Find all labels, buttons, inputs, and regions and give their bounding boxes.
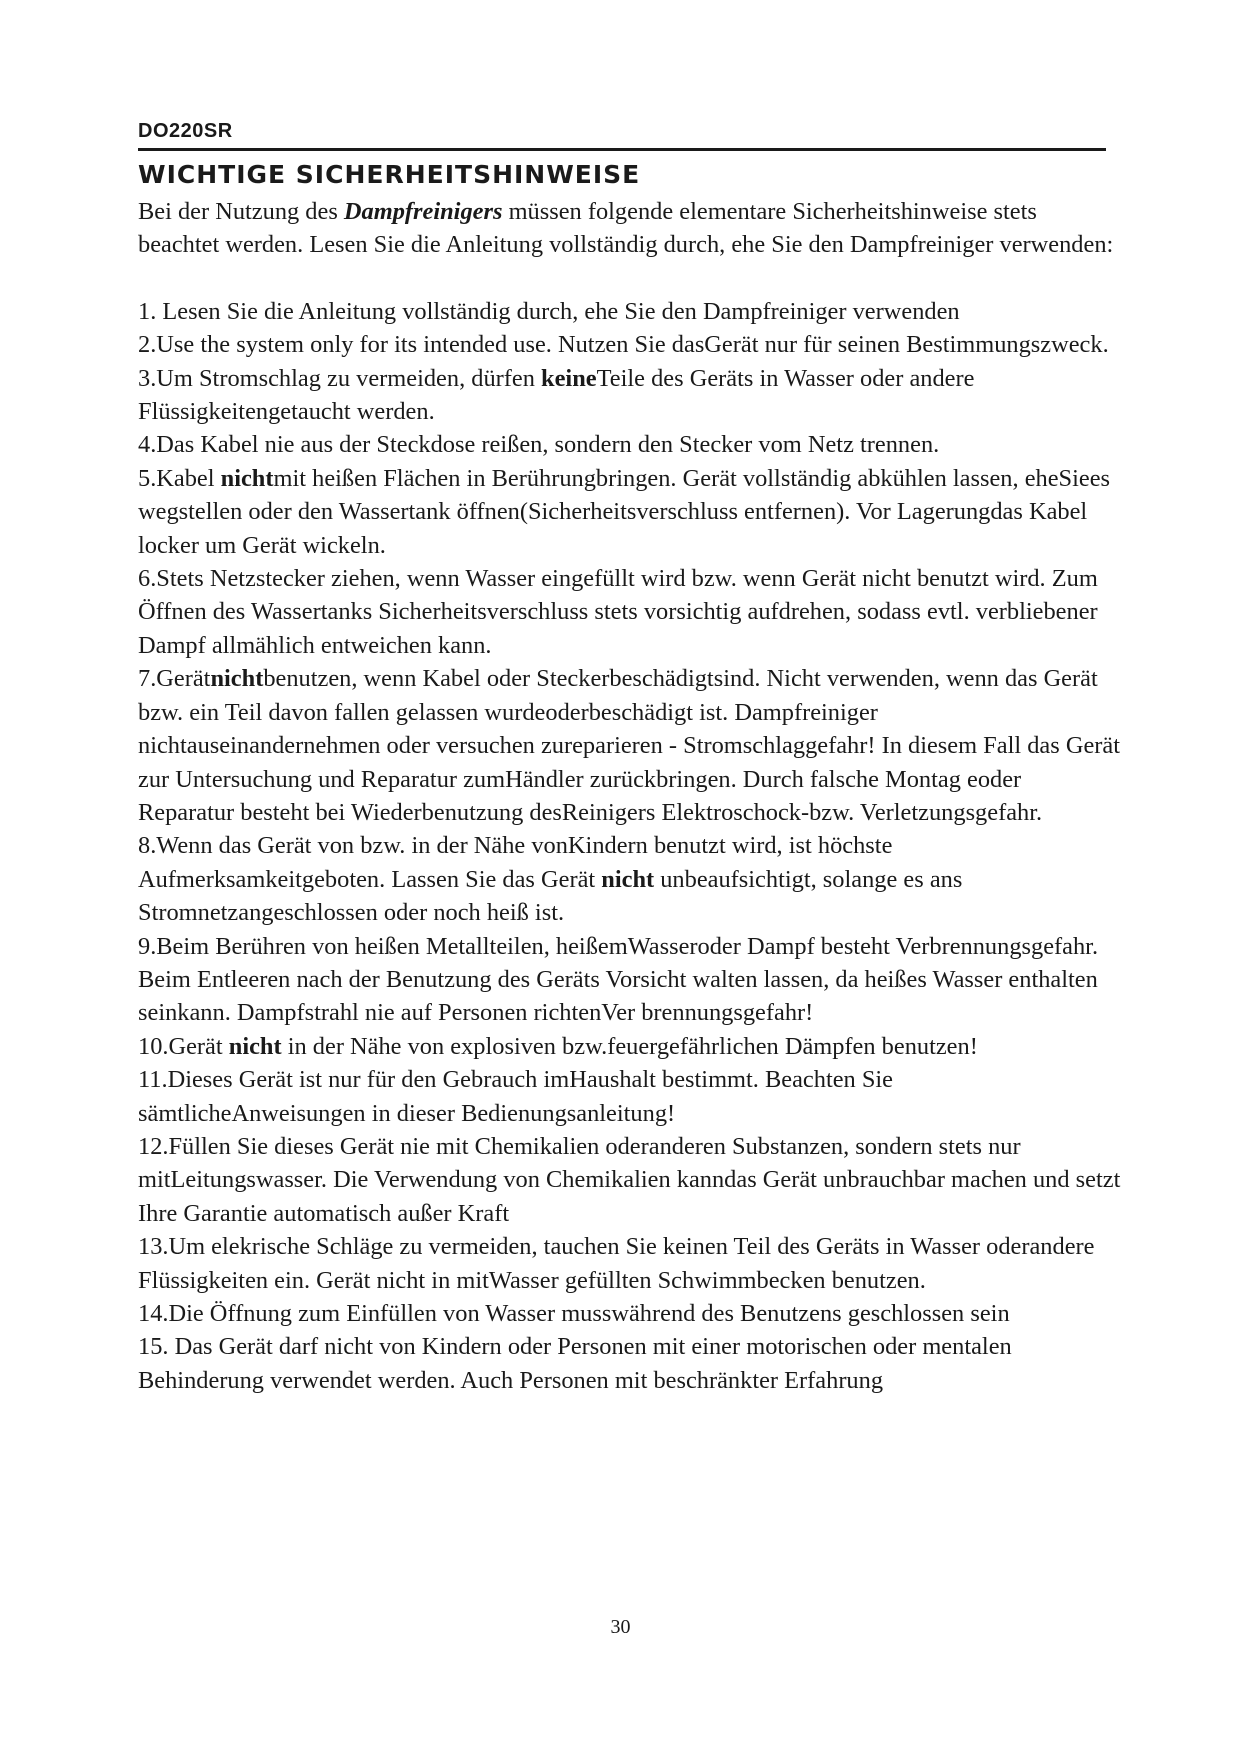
list-item-14: 14.Die Öffnung zum Einfüllen von Wasser musswährend des Benutzens geschlossen sein bbox=[138, 1300, 1010, 1327]
safety-text bbox=[138, 195, 1123, 1397]
list-item-6: 6.Stets Netzstecker ziehen, wenn Wasser eingefüllt wird bzw. wenn Gerät nicht benutzt wird. Zum Öffnen des Wassertanks Sicherheitsverschluss stets vorsichtig aufdrehen, sodass evtl. verbliebener Dampf allmählich entweichen kann. bbox=[138, 565, 1098, 659]
list-item-9: 9.Beim Berühren von heißen Metallteilen, heißemWasseroder Dampf besteht Verbrennungsgefahr. Beim Entleeren nach der Benutzung des Geräts Vorsicht walten lassen, da heißes Wasser enthalten seinkann. Dampfstrahl nie auf Personen richtenVer brennungsgefahr! bbox=[138, 932, 1099, 1027]
product-name: Dampfreinigers bbox=[343, 198, 503, 225]
list-item-7: 7.Gerätnichtbenutzen, wenn Kabel oder Steckerbeschädigtsind. Nicht verwenden, wenn das Gerät bzw. ein Teil davon fallen gelassen wurdeoderbeschädigt ist. Dampfreiniger nichtauseinandernehmen oder versuchen zureparieren - Stromschlaggefahr! In diesem Fall das Gerät zur Untersuchung und Reparatur zumHändler zurückbringen. Durch falsche Montag eoder Reparatur besteht bei Wiederbenutzung desReinigers Elektroschock-bzw. Verletzungsgefahr. bbox=[138, 665, 1120, 826]
list-item-15: 15. Das Gerät darf nicht von Kindern oder Personen mit einer motorischen oder mentalen Behinderung verwendet werden. Auch Personen mit beschränkter Erfahrung bbox=[138, 1333, 1012, 1394]
list-item-2: 2.Use the system only for its intended use. Nutzen Sie dasGerät nur für seinen Bestimmungszweck. bbox=[138, 331, 1109, 359]
list-item-10: 10.Gerät nicht in der Nähe von explosiven bzw.feuergefährlichen Dämpfen benutzen! bbox=[138, 1032, 978, 1060]
page-title: WICHTIGE SICHERHEITSHINWEISE bbox=[138, 160, 641, 189]
list-item-3: 3.Um Stromschlag zu vermeiden, dürfen keineTeile des Geräts in Wasser oder andere Flüssigkeitengetaucht werden. bbox=[138, 364, 975, 426]
list-item-8: 8.Wenn das Gerät von bzw. in der Nähe vonKindern benutzt wird, ist höchste Aufmerksamkeitgeboten. Lassen Sie das Gerät nicht unbeaufsichtigt, solange es ans Stromnetzangeschlossen oder noch heiß ist. bbox=[138, 832, 963, 927]
list-item-5: 5.Kabel nichtmit heißen Flächen in Berührungbringen. Gerät vollständig abkühlen lassen, eheSiees wegstellen oder den Wassertank öffnen(Sicherheitsverschluss entfernen). Vor Lagerungdas Kabel locker um Gerät wickeln. bbox=[138, 464, 1111, 559]
page-number: 30 bbox=[610, 1616, 631, 1638]
list-item-12: 12.Füllen Sie dieses Gerät nie mit Chemikalien oderanderen Substanzen, sondern stets nur mitLeitungswasser. Die Verwendung von Chemikalien kanndas Gerät unbrauchbar machen und setzt Ihre Garantie automatisch außer Kraft bbox=[138, 1132, 1121, 1227]
list-item-4: 4.Das Kabel nie aus der Steckdose reißen, sondern den Stecker vom Netz trennen. bbox=[138, 431, 940, 459]
header-divider bbox=[138, 148, 1106, 151]
intro-paragraph: Bei der Nutzung des Dampfreinigers müssen folgende elementare Sicherheitshinweise stets beachtet werden. Lesen Sie die Anleitung vollständig durch, ehe Sie den Dampfreiniger verwenden: bbox=[138, 198, 1114, 259]
list-item-13: 13.Um elekrische Schläge zu vermeiden, tauchen Sie keinen Teil des Geräts in Wasser oderandere Flüssigkeiten ein. Gerät nicht in mitWasser gefüllten Schwimmbecken benutzen. bbox=[138, 1233, 1095, 1294]
list-item-11: 11.Dieses Gerät ist nur für den Gebrauch imHaushalt bestimmt. Beachten Sie sämtlicheAnweisungen in dieser Bedienungsanleitung! bbox=[138, 1066, 894, 1127]
model-number: DO220SR bbox=[138, 120, 233, 142]
list-item-1: 1. Lesen Sie die Anleitung vollständig durch, ehe Sie den Dampfreiniger verwenden bbox=[138, 297, 960, 325]
